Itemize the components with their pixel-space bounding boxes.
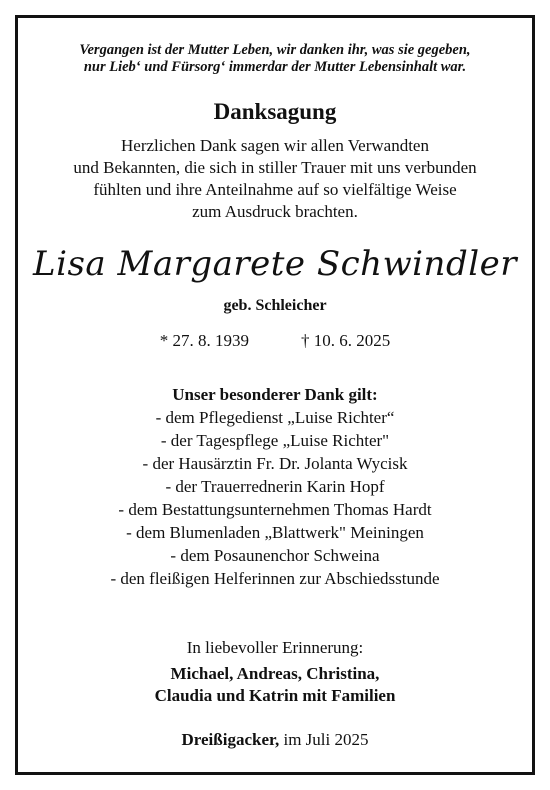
memory-intro: In liebevoller Erinnerung: [186, 638, 364, 657]
motto-line-1: Vergangen ist der Mutter Leben, wir danken ihr, was sie gegeben, [79, 42, 471, 58]
thanks-heading: Unser besonderer Dank gilt: [172, 385, 378, 404]
thanks-item: - der Tagespflege „Luise Richter" [160, 431, 390, 450]
thanks-item: - dem Pflegedienst „Luise Richter“ [155, 408, 395, 427]
deceased-name: Lisa Margarete Schwindler [33, 244, 517, 284]
page-title: Danksagung [213, 99, 337, 124]
obituary-content [18, 18, 532, 772]
thanks-item: - der Hausärztin Fr. Dr. Jolanta Wycisk [142, 454, 408, 473]
intro-line-4: zum Ausdruck brachten. [192, 202, 358, 221]
obituary-frame [15, 15, 535, 775]
death-date: † 10. 6. 2025 [301, 331, 391, 350]
thanks-item: - der Trauerrednerin Karin Hopf [165, 477, 385, 496]
thanks-item: - dem Bestattungsunternehmen Thomas Hardt [118, 500, 432, 519]
thanks-item: - dem Posaunenchor Schweina [170, 546, 380, 565]
family-line-2: Claudia und Katrin mit Familien [154, 686, 396, 705]
thanks-item: - den fleißigen Helferinnen zur Abschiedsstunde [110, 569, 440, 588]
intro-line-2: und Bekannten, die sich in stiller Trauer mit uns verbunden [73, 158, 477, 177]
intro-line-1: Herzlichen Dank sagen wir allen Verwandten [121, 136, 429, 155]
place-date [18, 730, 532, 750]
intro-line-3: fühlten und ihre Anteilnahme auf so vielfältige Weise [93, 180, 457, 199]
place: Dreißigacker, [181, 730, 280, 749]
motto-line-2: nur Lieb‘ und Fürsorg‘ immerdar der Mutter Lebensinhalt war. [83, 59, 467, 75]
birth-date: * 27. 8. 1939 [159, 331, 249, 350]
thanks-item: - dem Blumenladen „Blattwerk" Meiningen [126, 523, 424, 542]
maiden-name: geb. Schleicher [223, 297, 327, 314]
family-line-1: Michael, Andreas, Christina, [170, 664, 380, 683]
date: im Juli 2025 [279, 730, 369, 749]
life-dates [18, 331, 532, 351]
